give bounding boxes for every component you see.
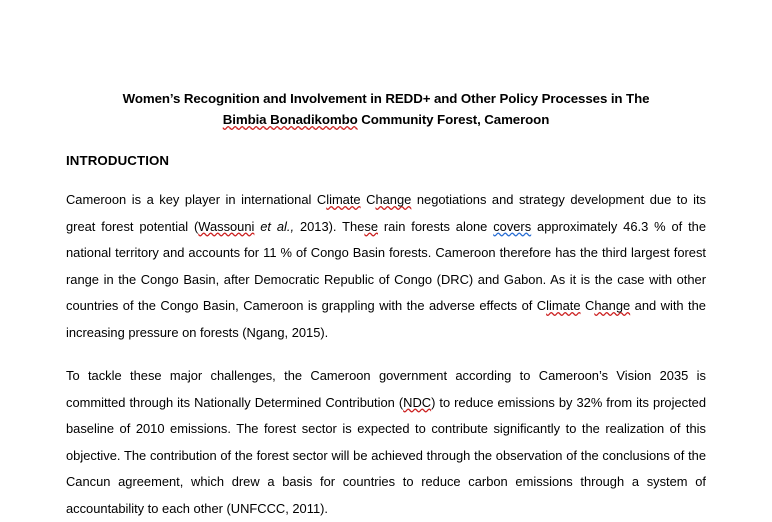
paragraph-2 xyxy=(66,363,706,522)
spelling-error-bimbia: Bimbia Bonadikombo xyxy=(222,112,358,127)
par1-seg-1: Cameroon is a key player in international C xyxy=(66,192,327,207)
par1-seg-9: and with the increasing pressure on forests (Ngang, 2015). xyxy=(66,298,706,340)
par1-seg-7: approximately 46.3 % of the national territory and accounts for 11 % of Congo Basin forests. Cameroon therefore has the third largest forest range in the Congo Basin, after Democratic Republic of Congo (DRC) and Gabon. As it is the case with other countries of the Congo Basin, Cameroon is grappling with the adverse effects of C xyxy=(66,218,706,313)
par1-seg-2: C xyxy=(360,192,376,207)
par2-spell-1: NDC xyxy=(403,394,432,410)
section-heading-introduction: INTRODUCTION xyxy=(66,153,170,168)
par1-seg-5: 2013). The xyxy=(294,218,365,234)
par1-grammar-1: covers xyxy=(493,218,532,234)
par1-spell-4: se xyxy=(364,218,378,234)
title-line-1: Women’s Recognition and Involvement in REDD+ and Other Policy Processes in The xyxy=(122,91,650,106)
par1-spell-5: limate xyxy=(546,298,581,313)
par2-seg-2: ) to reduce emissions by 32% from its projected baseline of 2010 emissions. The forest sector is expected to contribute significantly to the realization of this objective. The contribution of the forest sector will be achieved through the observation of the conclusions of the Cancun agreement, which drew a basis for countries to reduce carbon emissions through a system of accountability to each other (UNFCCC, 2011). xyxy=(66,394,706,516)
paragraph-1 xyxy=(66,187,706,346)
par1-seg-3: negotiations and strategy development due to its great forest potential ( xyxy=(66,192,706,234)
par1-seg-6: rain forests alone xyxy=(378,218,494,234)
par1-spell-6: hange xyxy=(594,298,631,313)
par1-spell-2: hange xyxy=(375,192,412,207)
title-line-2-rest: Community Forest, Cameroon xyxy=(357,112,550,127)
par1-spell-1: limate xyxy=(326,192,361,207)
title-line-2 xyxy=(223,109,549,130)
par1-seg-8: C xyxy=(580,298,595,313)
page-title xyxy=(66,0,706,130)
par1-spell-3: Wassouni xyxy=(198,218,255,234)
par1-italic-1: et al., xyxy=(260,218,295,234)
par2-seg-1: To tackle these major challenges, the Cameroon government according to Cameroon’s Vision 2035 is committed through its Nationally Determined Contribution ( xyxy=(66,368,706,410)
